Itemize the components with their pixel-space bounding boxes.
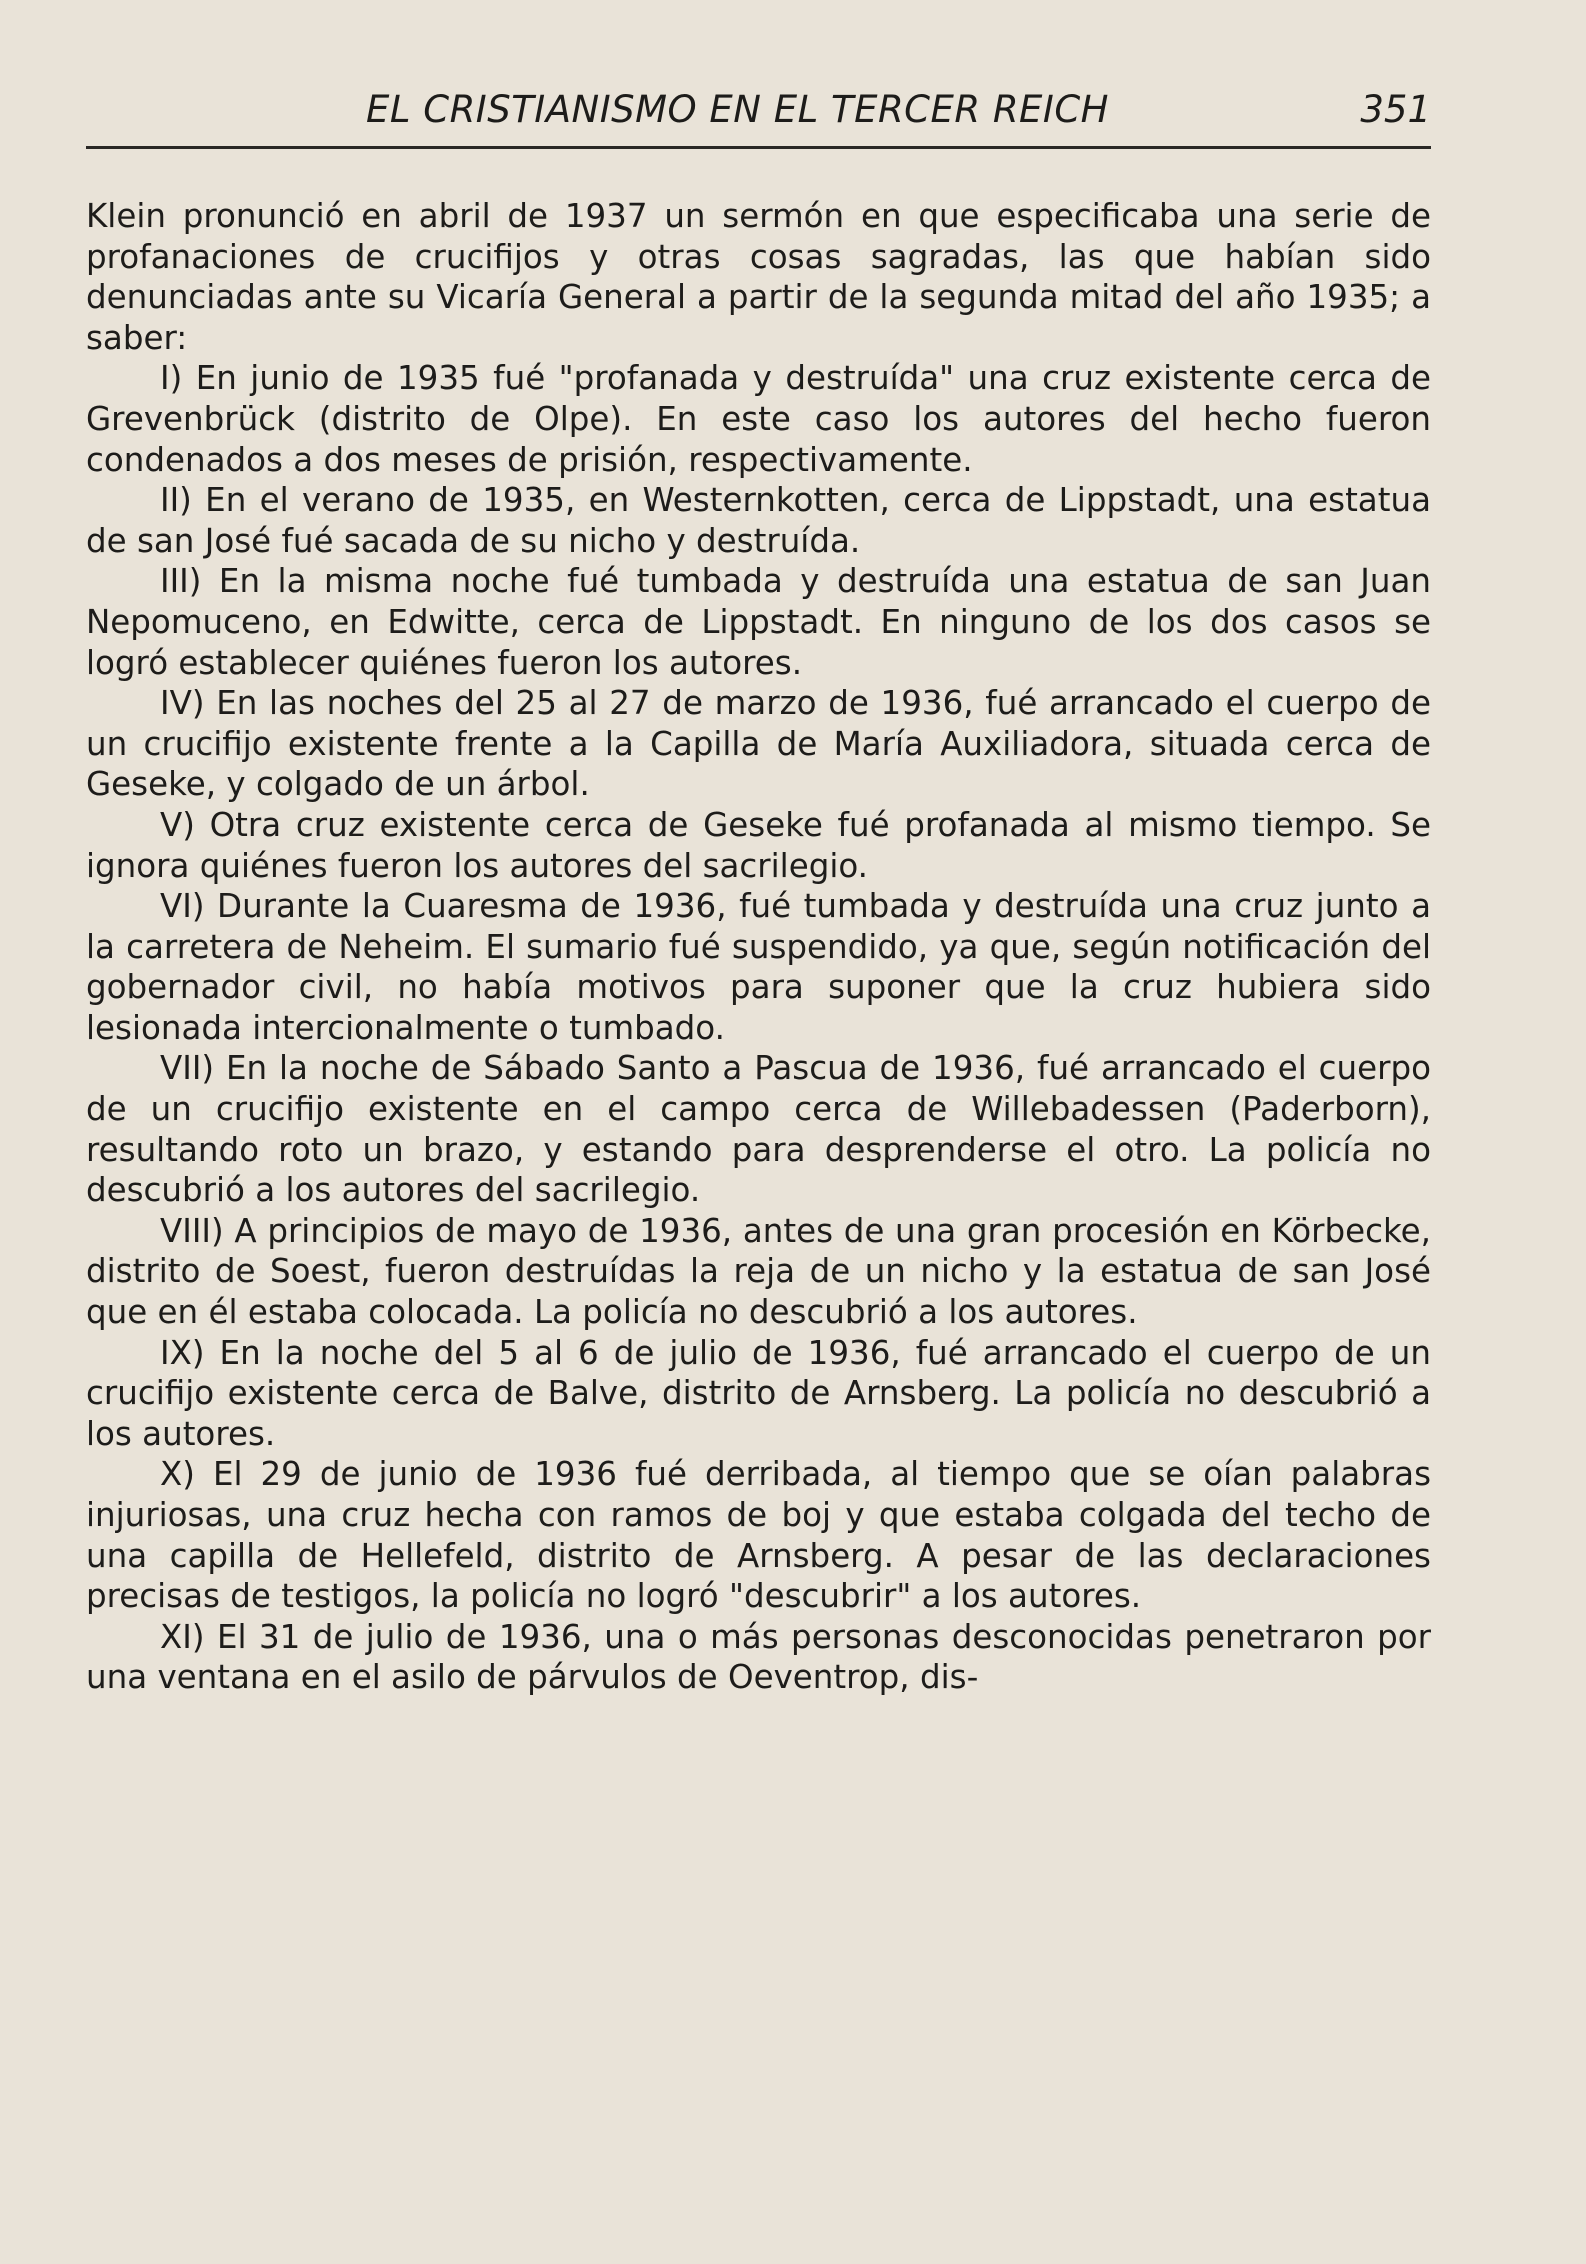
paragraph-item-1: I) En junio de 1935 fué "profanada y destruída" una cruz existente cerca de Grevenbrück (distrito de Olpe). En este caso los autores del hecho fueron condenados a dos meses de prisión, respectivamente. [86,359,1431,479]
paragraph-item-7: VII) En la noche de Sábado Santo a Pascua de 1936, fué arrancado el cuerpo de un crucifijo existente en el campo cerca de Willebadessen (Paderborn), resultando roto un brazo, y estando para desprenderse el otro. La policía no descubrió a los autores del sacrilegio. [86,1049,1431,1210]
paragraph-item-4: IV) En las noches del 25 al 27 de marzo de 1936, fué arrancado el cuerpo de un crucifijo existente frente a la Capilla de María Auxiliadora, situada cerca de Geseke, y colgado de un árbol. [86,684,1431,804]
paragraph-item-10: X) El 29 de junio de 1936 fué derribada, al tiempo que se oían palabras injuriosas, una cruz hecha con ramos de boj y que estaba colgada del techo de una capilla de Hellefeld, distrito de Arnsberg. A pesar de las declaraciones precisas de testigos, la policía no logró "descubrir" a los autores. [86,1455,1431,1616]
paragraph-item-6: VI) Durante la Cuaresma de 1936, fué tumbada y destruída una cruz junto a la carretera de Neheim. El sumario fué suspendido, ya que, según notificación del gobernador civil, no había motivos para suponer que la cruz hubiera sido lesionada intercionalmente o tumbado. [86,887,1431,1047]
running-head [86,88,1431,148]
header-rule [86,146,1431,149]
paragraph-item-11: XI) El 31 de julio de 1936, una o más personas desconocidas penetraron por una ventana en el asilo de párvulos de Oeventrop, dis- [86,1617,1431,1697]
paragraph-item-3: III) En la misma noche fué tumbada y destruída una estatua de san Juan Nepomuceno, en Edwitte, cerca de Lippstadt. En ninguno de los dos casos se logró establecer quiénes fueron los autores. [86,562,1431,682]
running-title: EL CRISTIANISMO EN EL TERCER REICH [366,88,1109,131]
paragraph-item-8: VIII) A principios de mayo de 1936, antes de una gran procesión en Körbecke, distrito de Soest, fueron destruídas la reja de un nicho y la estatua de san José que en él estaba colocada. La policía no descubrió a los autores. [86,1211,1431,1332]
paragraph-item-2: II) En el verano de 1935, en Westernkotten, cerca de Lippstadt, una estatua de san José fué sacada de su nicho y destruída. [86,481,1431,560]
paragraph-item-5: V) Otra cruz existente cerca de Geseke fué profanada al mismo tiempo. Se ignora quiénes fueron los autores del sacrilegio. [86,805,1431,885]
paragraph-intro: Klein pronunció en abril de 1937 un sermón en que especificaba una serie de profanaciones de crucifijos y otras cosas sagradas, las que habían sido denunciadas ante su Vicaría General a partir de la segunda mitad del año 1935; a saber: [86,197,1431,357]
paragraph-item-9: IX) En la noche del 5 al 6 de julio de 1936, fué arrancado el cuerpo de un crucifijo existente cerca de Balve, distrito de Arnsberg. La policía no descubrió a los autores. [86,1333,1431,1453]
body-text [86,196,1431,1698]
page-number: 351 [1360,88,1431,131]
